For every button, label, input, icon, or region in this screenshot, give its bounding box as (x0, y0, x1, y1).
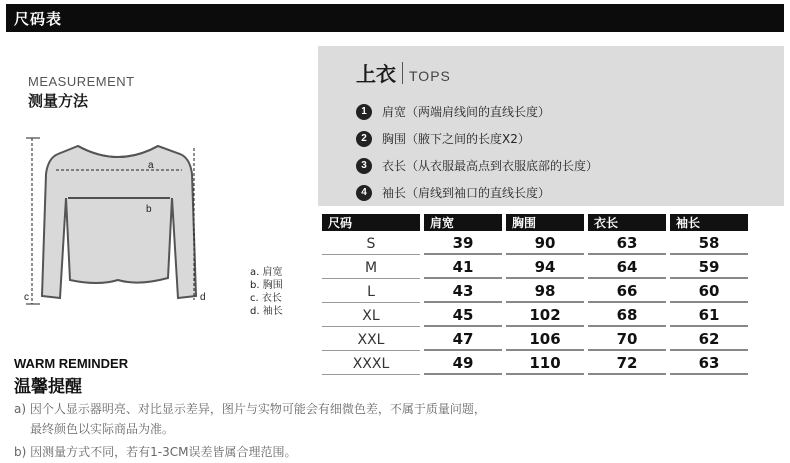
value-cell: 39 (424, 233, 502, 255)
size-cell: S (322, 233, 420, 255)
header-size: 尺码 (322, 214, 420, 231)
number-badge: 3 (356, 158, 372, 174)
label-b: b (146, 204, 152, 215)
table-row (322, 233, 748, 255)
legend-item: a. 肩宽 (250, 267, 283, 278)
definition-text: 肩宽（两端肩线间的直线长度） (382, 105, 551, 119)
value-cell: 41 (424, 257, 502, 279)
size-cell: XXL (322, 329, 420, 351)
value-cell: 49 (424, 353, 502, 375)
header-shoulder: 肩宽 (424, 214, 502, 231)
table-row (322, 257, 748, 279)
reminder-note: 最终颜色以实际商品为准。 (30, 422, 175, 436)
reminder-title-en: WARM REMINDER (14, 356, 129, 371)
table-row (322, 329, 748, 351)
value-cell: 64 (588, 257, 666, 279)
value-cell: 43 (424, 281, 502, 303)
tops-title-en: TOPS (409, 68, 451, 84)
number-badge: 4 (356, 185, 372, 201)
reminder-note: b) 因测量方式不同，若有1-3CM误差皆属合理范围。 (14, 445, 297, 459)
header-bar (6, 4, 784, 32)
value-cell: 62 (670, 329, 748, 351)
header-sleeve: 袖长 (670, 214, 748, 231)
definition-text: 胸围（腋下之间的长度X2） (382, 132, 530, 146)
value-cell: 68 (588, 305, 666, 327)
table-row (322, 305, 748, 327)
legend-item: c. 衣长 (250, 293, 282, 304)
definition-item (356, 98, 598, 125)
header-length: 衣长 (588, 214, 666, 231)
value-cell: 70 (588, 329, 666, 351)
value-cell: 110 (506, 353, 584, 375)
value-cell: 106 (506, 329, 584, 351)
measurement-title-cn: 测量方法 (28, 92, 89, 110)
value-cell: 63 (670, 353, 748, 375)
table-row (322, 353, 748, 375)
value-cell: 58 (670, 233, 748, 255)
size-table (318, 212, 752, 377)
measurement-title-en: MEASUREMENT (28, 74, 135, 89)
label-d: d (200, 292, 206, 303)
value-cell: 61 (670, 305, 748, 327)
number-badge: 1 (356, 104, 372, 120)
definition-text: 袖长（肩线到袖口的直线长度） (382, 186, 551, 200)
number-badge: 2 (356, 131, 372, 147)
label-a: a (148, 160, 154, 171)
value-cell: 45 (424, 305, 502, 327)
value-cell: 60 (670, 281, 748, 303)
value-cell: 59 (670, 257, 748, 279)
tops-title-cn: 上衣 (356, 62, 396, 86)
tops-definition-panel (318, 46, 784, 206)
legend-item: d. 袖长 (250, 306, 283, 317)
definition-list (356, 98, 598, 206)
definition-text: 衣长（从衣服最高点到衣服底部的长度） (382, 159, 599, 173)
definition-item (356, 125, 598, 152)
legend-item: b. 胸围 (250, 280, 283, 291)
value-cell: 98 (506, 281, 584, 303)
reminder-note: a) 因个人显示器明亮、对比显示差异，图片与实物可能会有细微色差，不属于质量问题， (14, 402, 486, 416)
size-chart-title: 尺码表 (14, 10, 63, 28)
value-cell: 66 (588, 281, 666, 303)
header-chest: 胸围 (506, 214, 584, 231)
shirt-outline (42, 146, 196, 298)
table-row (322, 281, 748, 303)
label-c: c (24, 292, 29, 303)
definition-item (356, 179, 598, 206)
value-cell: 47 (424, 329, 502, 351)
definition-item (356, 152, 598, 179)
size-cell: XL (322, 305, 420, 327)
shirt-diagram (18, 128, 218, 328)
size-cell: L (322, 281, 420, 303)
table-header-row (322, 214, 748, 231)
value-cell: 102 (506, 305, 584, 327)
value-cell: 72 (588, 353, 666, 375)
size-cell: XXXL (322, 353, 420, 375)
reminder-title-cn: 温馨提醒 (14, 377, 82, 397)
size-cell: M (322, 257, 420, 279)
diagram-legend (250, 266, 283, 318)
value-cell: 90 (506, 233, 584, 255)
value-cell: 63 (588, 233, 666, 255)
tops-heading (356, 58, 451, 87)
value-cell: 94 (506, 257, 584, 279)
heading-divider (402, 62, 403, 84)
